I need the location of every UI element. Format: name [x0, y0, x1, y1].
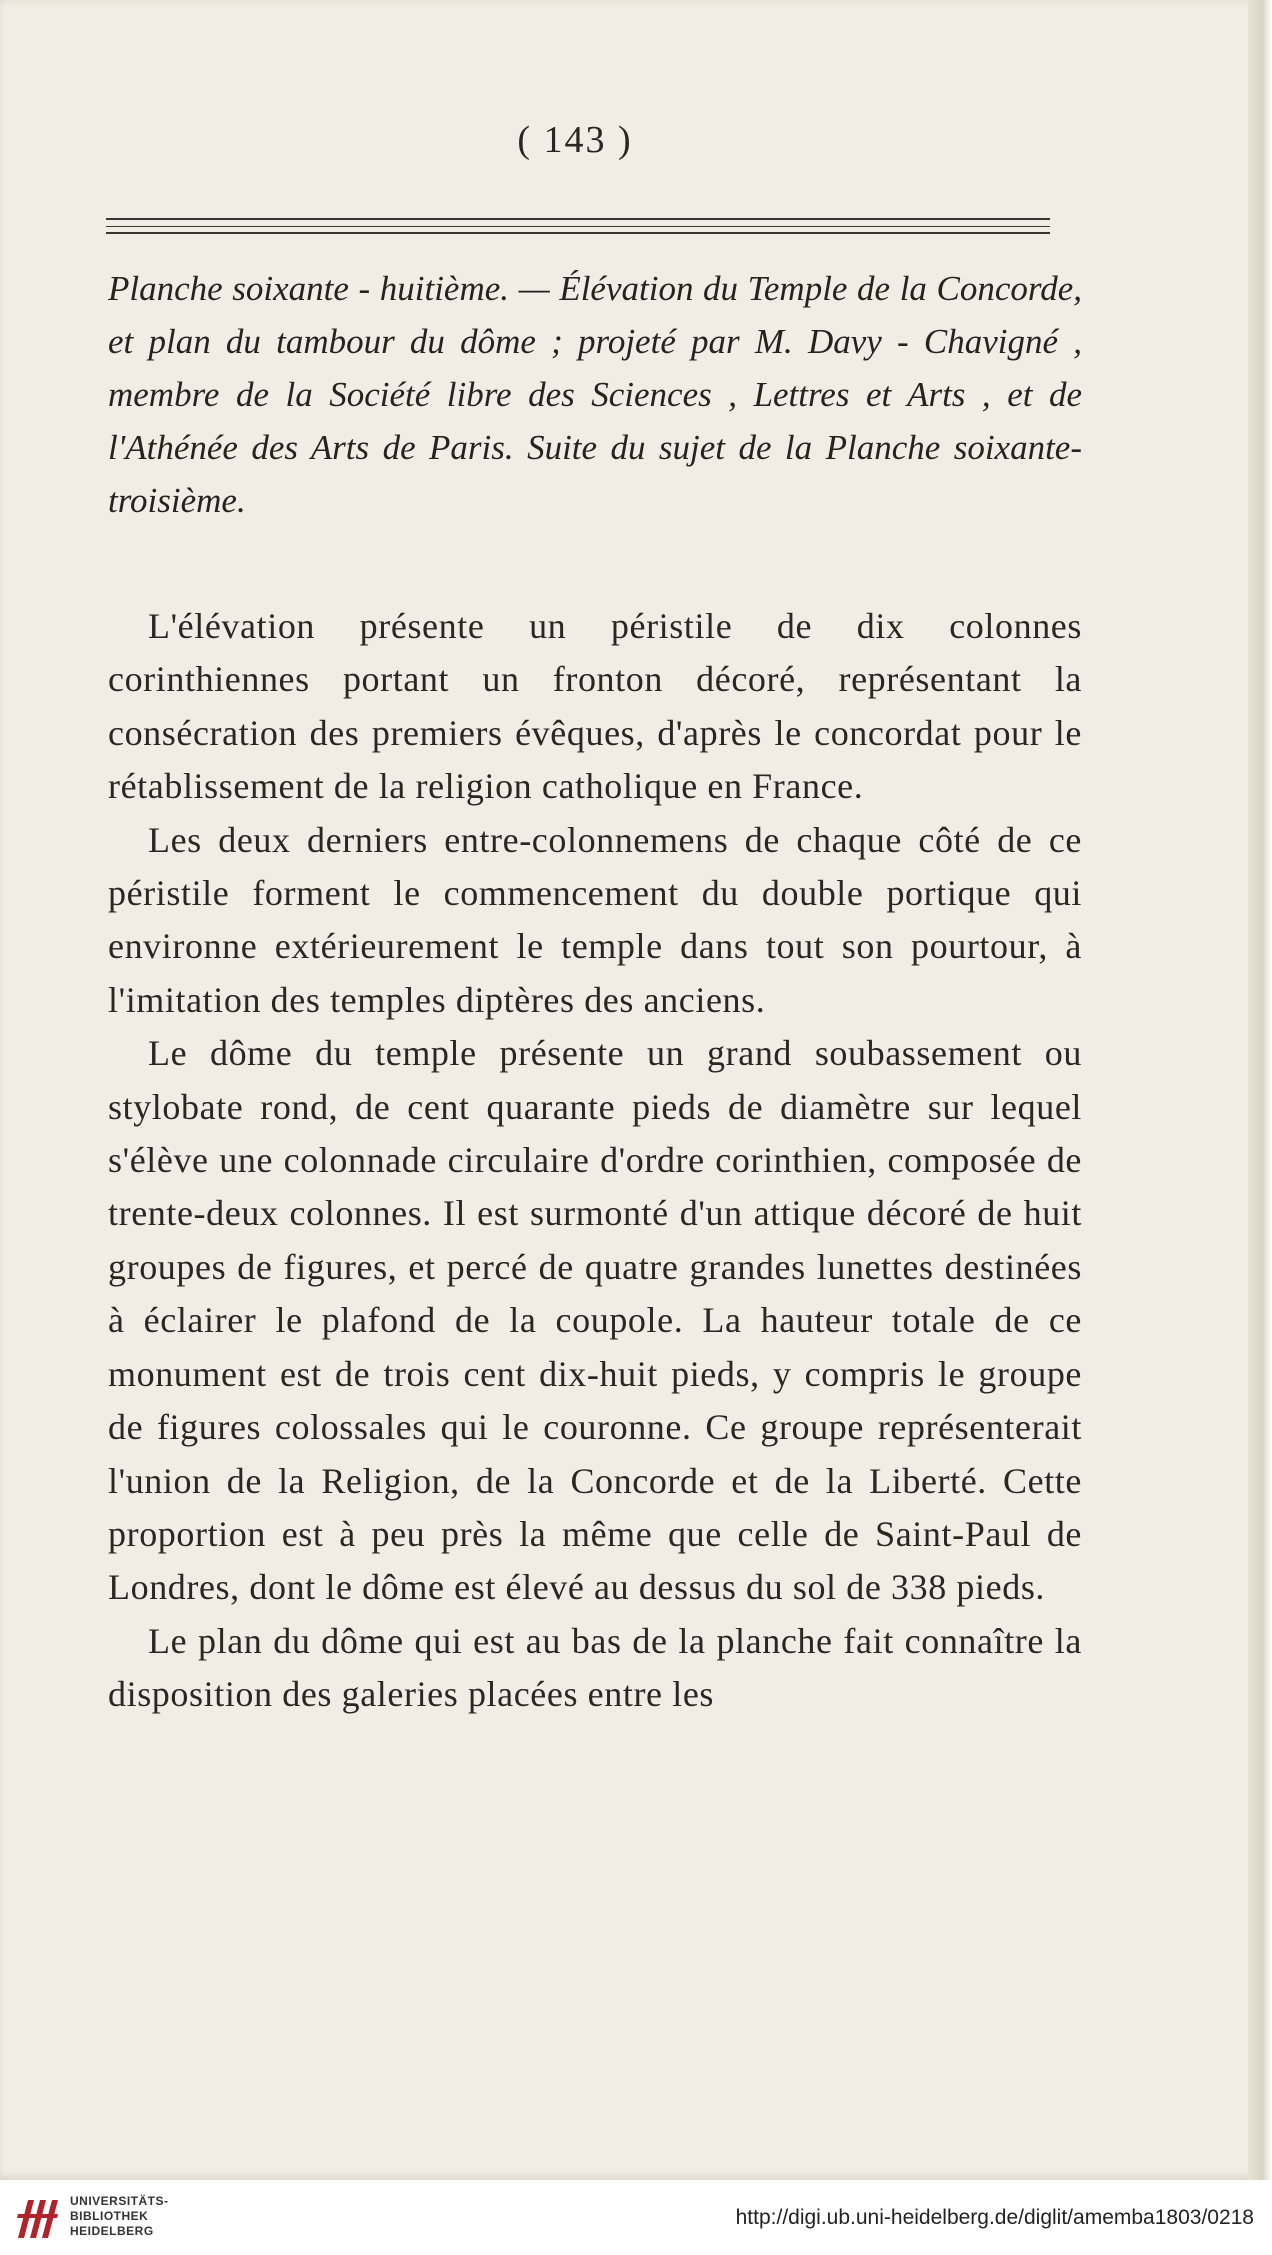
header-rule-middle	[106, 226, 1050, 227]
header-rule-bottom	[106, 232, 1050, 234]
paragraph-3: Le dôme du temple présente un grand soubassement ou stylobate rond, de cent quarante pieds de diamètre sur lequel s'élève une colonnade circulaire d'ordre corinthien, composée de trente-deux colonnes. Il est surmonté d'un attique décoré de huit groupes de figures, et percé de quatre grandes lunettes destinées à éclairer le plafond de la coupole. La hauteur totale de ce monument est de trois cent dix-huit pieds, y compris le groupe de figures colossales qui le couronne. Ce groupe représenterait l'union de la Religion, de la Concorde et de la Liberté. Cette proportion est à peu près la même que celle de Saint-Paul de Londres, dont le dôme est élevé au dessus du sol de 338 pieds.	[108, 1033, 1082, 1608]
header-rule-top	[106, 218, 1050, 220]
paragraph-1: L'élévation présente un péristile de dix colonnes corinthiennes portant un fronton décoré, représentant la consécration des premiers évêques, d'après le concordat pour le rétablissement de la religion catholique en France.	[108, 606, 1082, 807]
paragraph-2: Les deux derniers entre-colonnemens de chaque côté de ce péristile forment le commencement du double portique qui environne extérieurement le temple dans tout son pourtour, à l'imitation des temples diptères des anciens.	[108, 819, 1082, 1020]
logo-line-3: HEIDELBERG	[70, 2224, 154, 2238]
source-url-link[interactable]: http://digi.ub.uni-heidelberg.de/diglit/amemba1803/0218	[735, 2206, 1254, 2229]
page-edge	[1248, 0, 1272, 2180]
logo-line-2: BIBLIOTHEK	[70, 2209, 149, 2223]
logo-line-1: UNIVERSITÄTS-	[70, 2194, 169, 2208]
paragraph-4: Le plan du dôme qui est au bas de la planche fait connaître la disposition des galeries placées entre les	[108, 1620, 1082, 1715]
page-number: ( 143 )	[517, 119, 633, 161]
plate-caption: Planche soixante - huitième. — Élévation du Temple de la Concorde, et plan du tambour du dôme ; projeté par M. Davy - Chavigné , membre de la Société libre des Sciences , Lettres et Arts , et de l'Athénée des Arts de Paris. Suite du sujet de la Planche soixante-troisième.	[108, 269, 1082, 520]
library-logo-text	[70, 2194, 169, 2239]
library-logo-icon	[14, 2194, 62, 2242]
footer-bar	[0, 2180, 1272, 2255]
body-text	[108, 600, 1082, 1722]
